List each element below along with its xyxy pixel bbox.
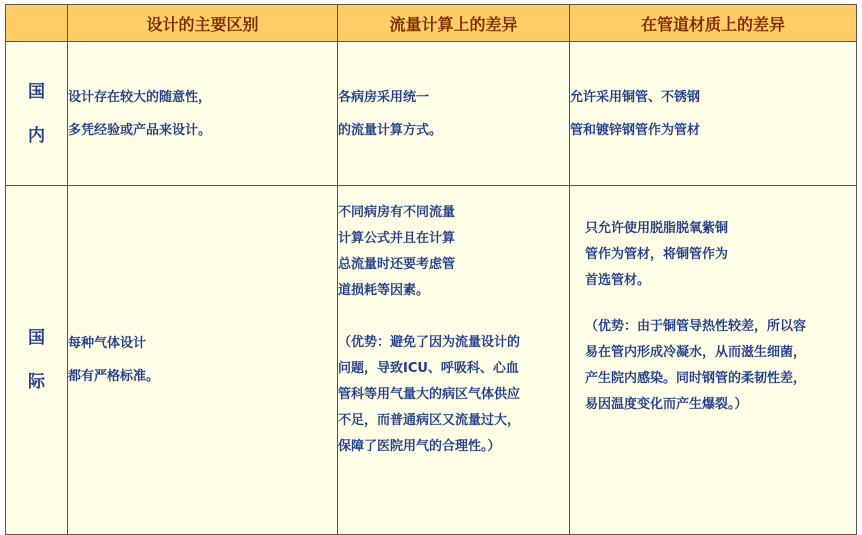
- material-note: [570, 314, 856, 418]
- comparison-table: [5, 4, 857, 535]
- cell-domestic-flow: [338, 42, 570, 186]
- header-row: [6, 5, 857, 42]
- cell-international-material: [570, 186, 857, 535]
- note-line: （优势：避免了因为流量设计的: [338, 335, 521, 350]
- cell-line: 管和镀锌钢管作为管材: [570, 122, 701, 138]
- row-label-domestic: [6, 42, 68, 186]
- note-line: 管科等用气量大的病区气体供应: [338, 387, 521, 402]
- cell-line: 总流量时还要考虑管: [338, 257, 456, 272]
- header-pipe-material: 在管道材质上的差异: [570, 5, 857, 42]
- note-line: （优势：由于铜管导热性较差，所以容: [585, 319, 807, 334]
- cell-line: 不同病房有不同流量: [338, 205, 456, 220]
- cell-line: 都有严格标准。: [68, 369, 160, 384]
- note-line: 问题，导致ICU、呼吸科、心血: [338, 361, 519, 376]
- spacer: [338, 304, 569, 330]
- row-label-international: [6, 186, 68, 535]
- cell-line: 每种气体设计: [68, 336, 147, 351]
- cell-line: 管作为管材，将铜管作为: [585, 247, 729, 262]
- cell-line: 道损耗等因素。: [338, 283, 430, 298]
- row-label-char: 国: [28, 81, 45, 102]
- cell-line: 多凭经验或产品来设计。: [68, 122, 212, 138]
- note-line: 产生院内感染。同时钢管的柔韧性差，: [585, 371, 807, 386]
- cell-line: 计算公式并且在计算: [338, 231, 456, 246]
- cell-line: 只允许使用脱脂脱氧紫铜: [585, 221, 729, 236]
- table-row-international: [6, 186, 857, 535]
- note-line: 不足，而普通病区又流量过大，: [338, 413, 521, 428]
- material-requirement: [570, 216, 856, 294]
- header-flow-calculation: 流量计算上的差异: [338, 5, 570, 42]
- row-label-char: 际: [28, 372, 45, 392]
- cell-line: 设计存在较大的随意性，: [68, 89, 212, 105]
- note-line: 易在管内形成冷凝水，从而滋生细菌，: [585, 345, 807, 360]
- header-design-difference: 设计的主要区别: [68, 5, 338, 42]
- cell-line: 允许采用铜管、不锈钢: [570, 89, 701, 105]
- cell-line: 的流量计算方式。: [338, 122, 443, 138]
- cell-line: 各病房采用统一: [338, 89, 430, 105]
- note-line: 保障了医院用气的合理性。）: [338, 439, 501, 454]
- row-label-char: 国: [28, 328, 45, 348]
- cell-international-flow: [338, 186, 570, 535]
- cell-domestic-material: [570, 42, 857, 186]
- note-line: 易因温度变化而产生爆裂。）: [585, 397, 748, 412]
- row-label-char: 内: [28, 125, 45, 146]
- cell-domestic-design: [68, 42, 338, 186]
- table-row-domestic: [6, 42, 857, 186]
- cell-international-design: [68, 186, 338, 535]
- cell-line: 首选管材。: [585, 273, 651, 288]
- spacer: [570, 294, 856, 314]
- header-corner-cell: [6, 5, 68, 42]
